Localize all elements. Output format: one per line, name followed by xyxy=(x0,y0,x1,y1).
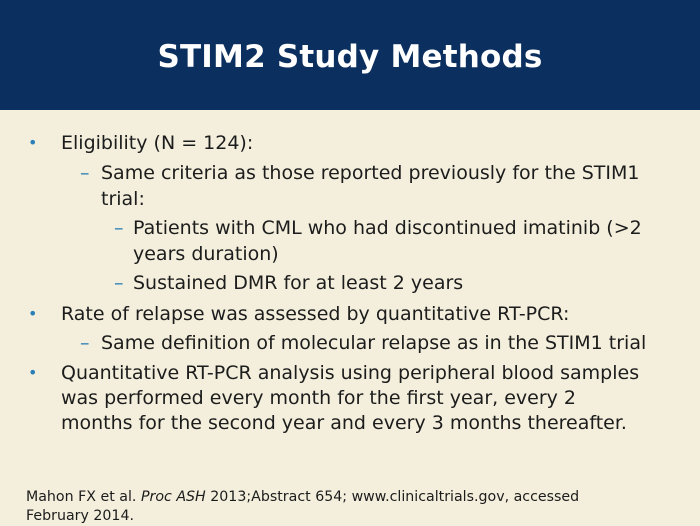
sub-bullet-same-criteria-line1: Same criteria as those reported previously for the STIM1 xyxy=(101,162,640,184)
reference-journal: Proc ASH xyxy=(140,489,206,505)
bullet-dot: • xyxy=(28,363,38,382)
sub-sub-bullet-patients-line2: years duration) xyxy=(133,243,279,265)
slide-title: STIM2 Study Methods xyxy=(157,39,543,75)
sub-sub-bullet-dash: – xyxy=(114,217,124,239)
bullet-eligibility: Eligibility (N = 124): xyxy=(61,132,254,154)
reference-date: February 2014. xyxy=(26,508,134,524)
bullet-dot: • xyxy=(28,304,38,323)
reference-authors: Mahon FX et al. xyxy=(26,489,141,505)
slide-header xyxy=(0,0,700,110)
bullet-quantitative-line3: months for the second year and every 3 months thereafter. xyxy=(61,412,627,434)
sub-bullet-dash: – xyxy=(80,162,90,184)
sub-sub-bullet-sustained-dmr: Sustained DMR for at least 2 years xyxy=(133,272,464,294)
bullet-rate-of-relapse: Rate of relapse was assessed by quantitative RT-PCR: xyxy=(61,303,570,325)
reference-footnote xyxy=(26,488,666,526)
bullet-quantitative-line1: Quantitative RT-PCR analysis using peripheral blood samples xyxy=(61,362,640,384)
sub-bullet-dash: – xyxy=(80,332,90,354)
bullet-dot: • xyxy=(28,133,38,152)
sub-sub-bullet-dash: – xyxy=(114,272,124,294)
sub-sub-bullet-patients-line1: Patients with CML who had discontinued imatinib (>2 xyxy=(133,217,642,239)
sub-bullet-same-criteria-line2: trial: xyxy=(101,188,145,210)
sub-bullet-molecular-relapse: Same definition of molecular relapse as in the STIM1 trial xyxy=(101,332,647,354)
reference-details: 2013;Abstract 654; www.clinicaltrials.gov, accessed xyxy=(205,489,580,505)
bullet-quantitative-line2: was performed every month for the first year, every 2 xyxy=(61,387,577,409)
